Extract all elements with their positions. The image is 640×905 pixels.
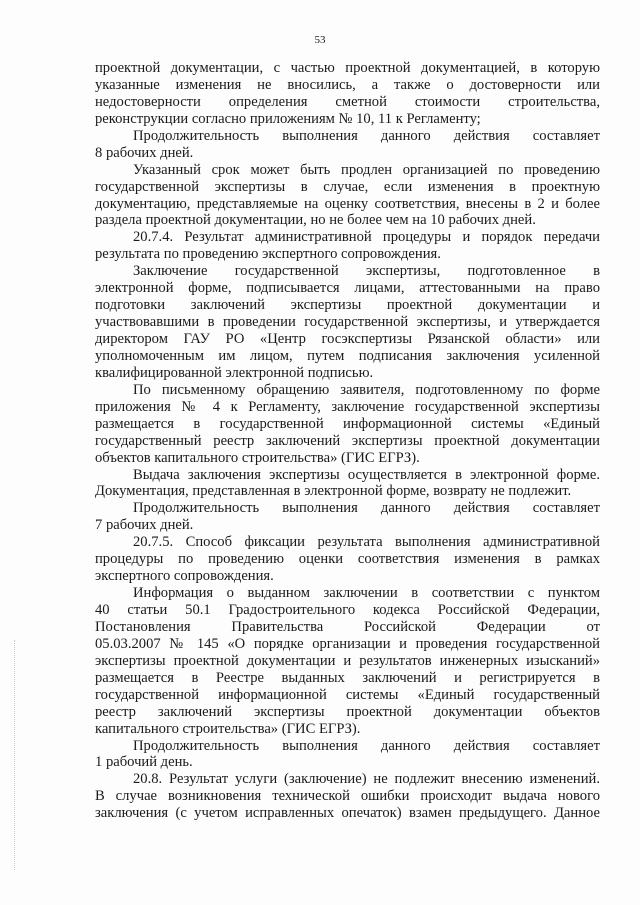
paragraph [95, 60, 600, 128]
text-line: государственной экспертизы в случае, если изменения в проектную [95, 178, 600, 195]
text-line: размещается в государственной информационной системы «Единый [95, 415, 600, 432]
paragraph [95, 771, 600, 822]
text-line: государственной информационной системы «Единый государственный [95, 686, 600, 703]
text-line: уполномоченным им лицом, путем подписания заключения усиленной [95, 347, 600, 364]
text-line: капитального строительства» (ГИС ЕГРЗ). [95, 720, 361, 737]
text-line: 40 статьи 50.1 Градостроительного кодекса Российской Федерации, [95, 602, 600, 618]
text-line: 8 рабочих дней. [95, 144, 194, 161]
text-line: указанные изменения не вносились, а также о достоверности или [95, 76, 600, 93]
text-line: недостоверности определения сметной стоимости строительства, [95, 93, 600, 110]
text-line: размещается в Реестре выданных заключений и регистрируется в [95, 669, 600, 686]
paragraph [95, 585, 600, 737]
text-line: Постановления Правительства Российской Федерации от [95, 618, 600, 635]
paragraph [95, 382, 600, 467]
text-line: Выдача заключения экспертизы осуществляется в электронной форме. [133, 466, 600, 483]
text-line: приложения № 4 к Регламенту, заключение государственной экспертизы [95, 398, 600, 415]
text-line: заключения (с учетом исправленных опечаток) взамен предыдущего. Данное [95, 805, 600, 822]
text-line: 20.7.4. Результат административной процедуры и порядок передачи [133, 229, 600, 246]
text-line: участвовавшими в проведении государственной экспертизы, и утверждается [95, 314, 600, 331]
paragraph [95, 467, 600, 501]
text-line: 20.7.5. Способ фиксации результата выполнения административной [133, 534, 600, 551]
paragraph [95, 128, 600, 162]
text-line: Информация о выданном заключении в соответствии с пунктом [133, 585, 600, 602]
scan-margin-marks [14, 640, 17, 870]
text-line: реестр заключений экспертизы проектной документации объектов [95, 703, 600, 720]
text-line: Продолжительность выполнения данного действия составляет [133, 127, 600, 144]
text-line: реконструкции согласно приложениям № 10, 11 к Регламенту; [95, 110, 481, 127]
paragraph [95, 534, 600, 585]
text-line: Документация, представленная в электронной форме, возврату не подлежит. [95, 483, 572, 500]
text-line: объектов капитального строительства» (ГИС ЕГРЗ). [95, 449, 420, 466]
text-line: документацию, представляемые на оценку соответствия, внесены в 2 и более [95, 195, 600, 212]
text-line: Продолжительность выполнения данного действия составляет [133, 500, 600, 517]
text-line: 20.8. Результат услуги (заключение) не подлежит внесению изменений. [133, 771, 600, 788]
text-line: результата по проведению экспертного сопровождения. [95, 246, 441, 263]
text-line: В случае возникновения технической ошибки происходит выдача нового [95, 788, 600, 805]
paragraph [95, 263, 600, 382]
text-line: 1 рабочий день. [95, 754, 193, 771]
text-line: подготовки заключений экспертизы проектной документации и [95, 297, 600, 314]
text-line: государственный реестр заключений экспертизы проектной документации [95, 432, 600, 449]
text-line: процедуры по проведению оценки соответствия изменения в рамках [95, 551, 600, 568]
text-line: директором ГАУ РО «Центр госэкспертизы Рязанской области» или [95, 331, 600, 347]
text-line: Заключение государственной экспертизы, подготовленное в [133, 263, 600, 280]
text-line: электронной форме, подписывается лицами, аттестованными на право [95, 280, 600, 297]
paragraph [95, 738, 600, 772]
text-line: проектной документации, с частью проектной документацией, в которую [95, 60, 600, 76]
paragraph [95, 229, 600, 263]
text-line: По письменному обращению заявителя, подготовленному по форме [133, 381, 600, 398]
paragraph [95, 162, 600, 230]
text-line: квалифицированной электронной подписью. [95, 364, 374, 381]
page-number: 53 [314, 34, 326, 46]
document-body [95, 60, 600, 822]
text-line: 7 рабочих дней. [95, 517, 194, 534]
text-line: Продолжительность выполнения данного действия составляет [133, 737, 600, 754]
text-line: экспертного сопровождения. [95, 568, 274, 585]
text-line: раздела проектной документации, но не более чем на 10 рабочих дней. [95, 212, 536, 229]
text-line: 05.03.2007 № 145 «О порядке организации и проведения государственной [95, 635, 600, 652]
text-line: экспертизы проектной документации и результатов инженерных изысканий» [95, 652, 600, 669]
text-line: Указанный срок может быть продлен организацией по проведению [133, 161, 600, 178]
paragraph [95, 500, 600, 534]
